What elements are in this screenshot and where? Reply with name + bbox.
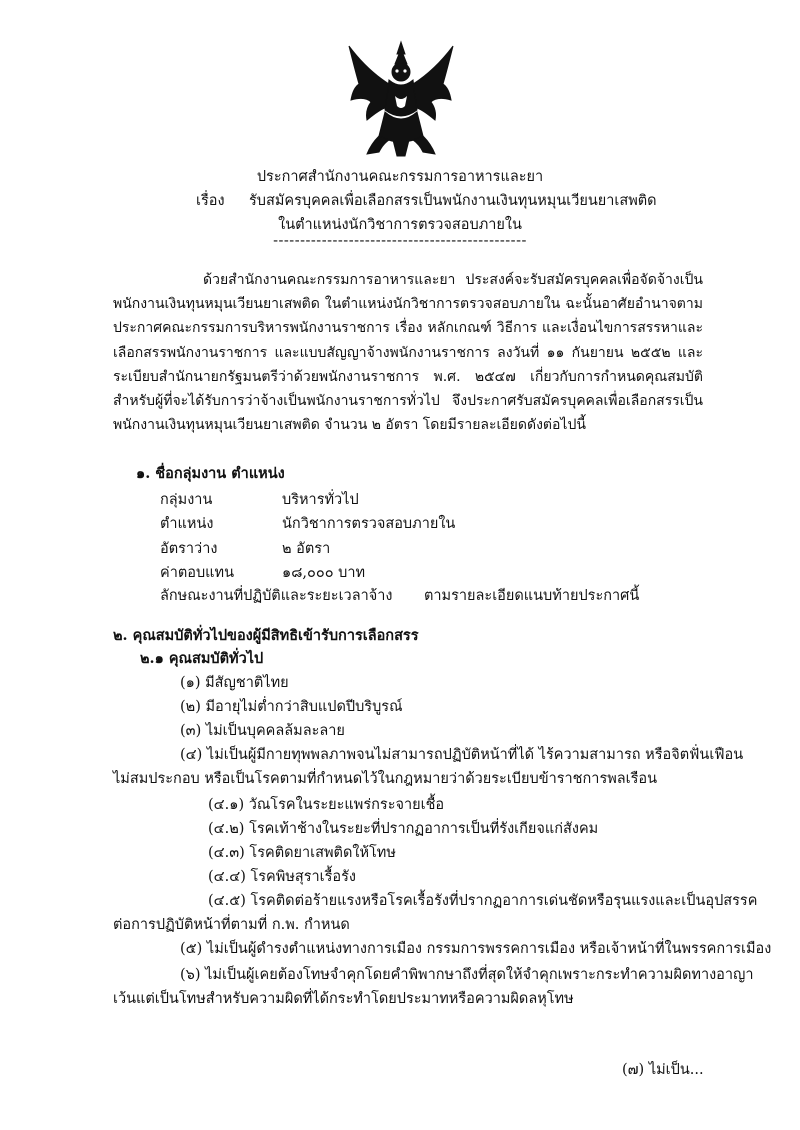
section1-row-value: นักวิชาการตรวจสอบภายใน [282, 516, 456, 532]
disease-item: (๔.๔) โรคพิษสุราเรื้อรัง [208, 869, 356, 885]
disease-item-continued: ต่อการปฏิบัติหน้าที่ตามที่ ก.พ. กำหนด [113, 917, 350, 933]
qualification-item: (๔) ไม่เป็นผู้มีกายทุพพลภาพจนไม่สามารถปฏิบัติหน้าที่ได้ ไร้ความสามารถ หรือจิตฟั่นเฟือน [180, 747, 744, 763]
intro-paragraph [113, 268, 703, 437]
section1-row-value: ๑๘,๐๐๐ บาท [282, 565, 366, 581]
disease-item: (๔.๒) โรคเท้าช้างในระยะที่ปรากฏอาการเป็นที่รังเกียจแก่สังคม [208, 821, 599, 837]
position-line: ในตำแหน่งนักวิชาการตรวจสอบภายใน [278, 217, 522, 233]
qualification-item-continued: ไม่สมประกอบ หรือเป็นโรคตามที่กำหนดไว้ในกฎหมายว่าด้วยระเบียบข้าราชการพลเรือน [113, 771, 658, 787]
qualification-item: (๓) ไม่เป็นบุคคลล้มละลาย [180, 723, 345, 739]
qualification-item: (๕) ไม่เป็นผู้ดำรงตำแหน่งทางการเมือง กรรมการพรรคการเมือง หรือเจ้าหน้าที่ในพรรคการเมือง [180, 941, 772, 957]
section2-title: ๒. คุณสมบัติทั่วไปของผู้มีสิทธิเข้ารับการเลือกสรร [113, 627, 419, 644]
section1-row-label: อัตราว่าง [160, 541, 218, 557]
page-continuation: (๗) ไม่เป็น... [622, 1062, 704, 1078]
disease-item: (๔.๕) โรคติดต่อร้ายแรงหรือโรคเรื้อรังที่ปรากฏอาการเด่นชัดหรือรุนแรงและเป็นอุปสรรค [208, 893, 758, 909]
section1-row-label: ตำแหน่ง [160, 516, 214, 532]
disease-item: (๔.๓) โรคติดยาเสพติดให้โทษ [208, 845, 396, 861]
qualification-item: (๖) ไม่เป็นผู้เคยต้องโทษจำคุกโดยคำพิพากษาถึงที่สุดให้จำคุกเพราะกระทำความผิดทางอาญา [180, 967, 754, 983]
subject-text: รับสมัครบุคคลเพื่อเลือกสรรเป็นพนักงานเงินทุนหมุนเวียนยาเสพติด [249, 193, 657, 209]
section1-row-value: บริหารทั่วไป [282, 492, 359, 508]
disease-item: (๔.๑) วัณโรคในระยะแพร่กระจายเชื้อ [208, 797, 445, 813]
announcement-title: ประกาศสำนักงานคณะกรรมการอาหารและยา [256, 169, 544, 185]
qualification-item: (๒) มีอายุไม่ต่ำกว่าสิบแปดปีบริบูรณ์ [180, 699, 403, 715]
section2-subtitle: ๒.๑ คุณสมบัติทั่วไป [140, 650, 264, 667]
qualification-item-continued: เว้นแต่เป็นโทษสำหรับความผิดที่ได้กระทำโดยประมาทหรือความผิดลหุโทษ [113, 991, 574, 1007]
section1-row-value: ๒ อัตรา [282, 541, 331, 557]
intro-text: ด้วยสำนักงานคณะกรรมการอาหารและยา ประสงค์จะรับสมัครบุคคลเพื่อจัดจ้างเป็นพนักงานเงินทุนหมุนเวียนยาเสพติด ในตำแหน่งนักวิชาการตรวจสอบภายใน ฉะนั้นอาศัยอำนาจตามประกาศคณะกรรมการบริหารพนักงานราชการ เรื่อง หลักเกณฑ์ วิธีการ และเงื่อนไขการสรรหาและเลือกสรรพนักงานราชการ และแบบสัญญาจ้างพนักงานราชการ ลงวันที่ ๑๑ กันยายน ๒๕๕๒ และระเบียบสำนักนายกรัฐมนตรีว่าด้วยพนักงานราชการ พ.ศ. ๒๕๔๗ เกี่ยวกับการกำหนดคุณสมบัติสำหรับผู้ที่จะได้รับการว่าจ้างเป็นพนักงานราชการทั่วไป จึงประกาศรับสมัครบุคคลเพื่อเลือกสรรเป็นพนักงานเงินทุนหมุนเวียนยาเสพติด จำนวน ๒ อัตรา โดยมีรายละเอียดดังต่อไปนี้ [113, 272, 703, 434]
section1-title: ๑. ชื่อกลุ่มงาน ตำแหน่ง [136, 465, 285, 482]
subject-label: เรื่อง [196, 193, 225, 209]
work-description-label: ลักษณะงานที่ปฏิบัติและระยะเวลาจ้าง [160, 588, 393, 604]
section1-row-label: กลุ่มงาน [160, 492, 213, 508]
qualification-item: (๑) มีสัญชาติไทย [180, 675, 289, 691]
section1-row-label: ค่าตอบแทน [160, 565, 234, 581]
divider-line: ----------------------------------------------- [273, 233, 527, 249]
work-description-value: ตามรายละเอียดแนบท้ายประกาศนี้ [424, 588, 640, 604]
garuda-emblem-icon [345, 40, 457, 158]
